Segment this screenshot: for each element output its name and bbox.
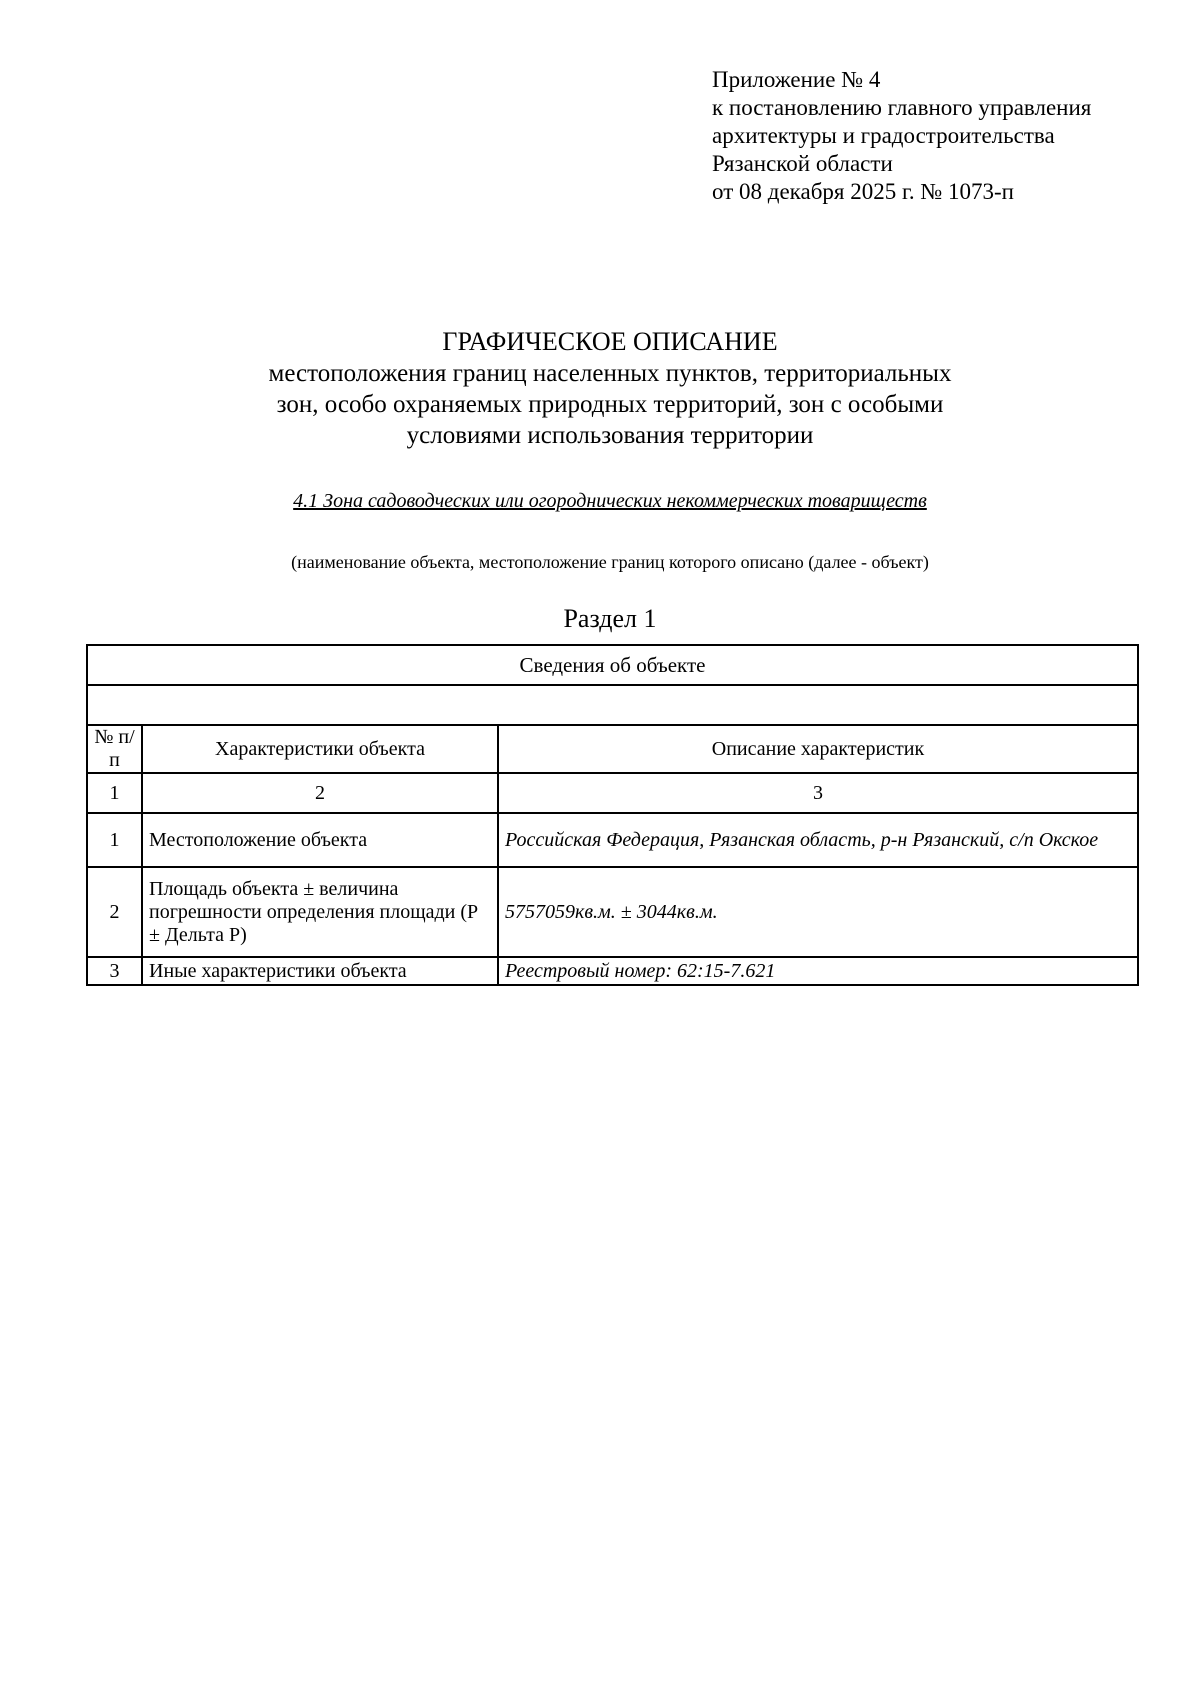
table-header-row [87,725,1138,773]
appendix-line: от 08 декабря 2025 г. № 1073-п [712,179,1014,204]
header-description: Описание характеристик [498,725,1138,773]
document-title: ГРАФИЧЕСКОЕ ОПИСАНИЕ [442,327,778,356]
object-caption: (наименование объекта, местоположение границ которого описано (далее - объект) [291,552,929,572]
appendix-line: Приложение № 4 [712,67,881,92]
appendix-line: Рязанской области [712,151,893,176]
subtitle-line: условиями использования территории [406,422,814,449]
row-num: 1 [87,813,142,867]
appendix-line: к постановлению главного управления [712,95,1092,120]
table-index-row [87,773,1138,813]
row-characteristic: Иные характеристики объекта [142,957,498,985]
subtitle-line: местоположения границ населенных пунктов, территориальных [268,360,952,387]
appendix-line: архитектуры и градостроительства [712,123,1055,148]
section-title: Раздел 1 [563,604,657,633]
title-block [0,326,1200,451]
object-info-table [86,644,1139,986]
subtitle-line: зон, особо охраняемых природных территорий, зон с особыми [276,391,944,418]
appendix-header [712,66,1091,206]
row-num: 2 [87,867,142,957]
table-caption-row [87,645,1138,685]
object-name: 4.1 Зона садоводческих или огороднических некоммерческих товариществ [293,490,927,512]
document-subtitle [0,358,1200,451]
row-characteristic: Местоположение объекта [142,813,498,867]
row-description: Реестровый номер: 62:15-7.621 [498,957,1138,985]
table-blank-row [87,685,1138,725]
row-characteristic: Площадь объекта ± величина погрешности определения площади (Р ± Дельта Р) [142,867,498,957]
header-characteristic: Характеристики объекта [142,725,498,773]
index-cell: 2 [142,773,498,813]
row-num: 3 [87,957,142,985]
table-caption: Сведения об объекте [87,645,1138,685]
index-cell: 3 [498,773,1138,813]
index-cell: 1 [87,773,142,813]
row-description: 5757059кв.м. ± 3044кв.м. [498,867,1138,957]
row-description: Российская Федерация, Рязанская область, р-н Рязанский, с/п Окское [498,813,1138,867]
blank-cell [87,685,1138,725]
table-row [87,957,1138,985]
table-row [87,813,1138,867]
table-row [87,867,1138,957]
header-num: № п/п [87,725,142,773]
